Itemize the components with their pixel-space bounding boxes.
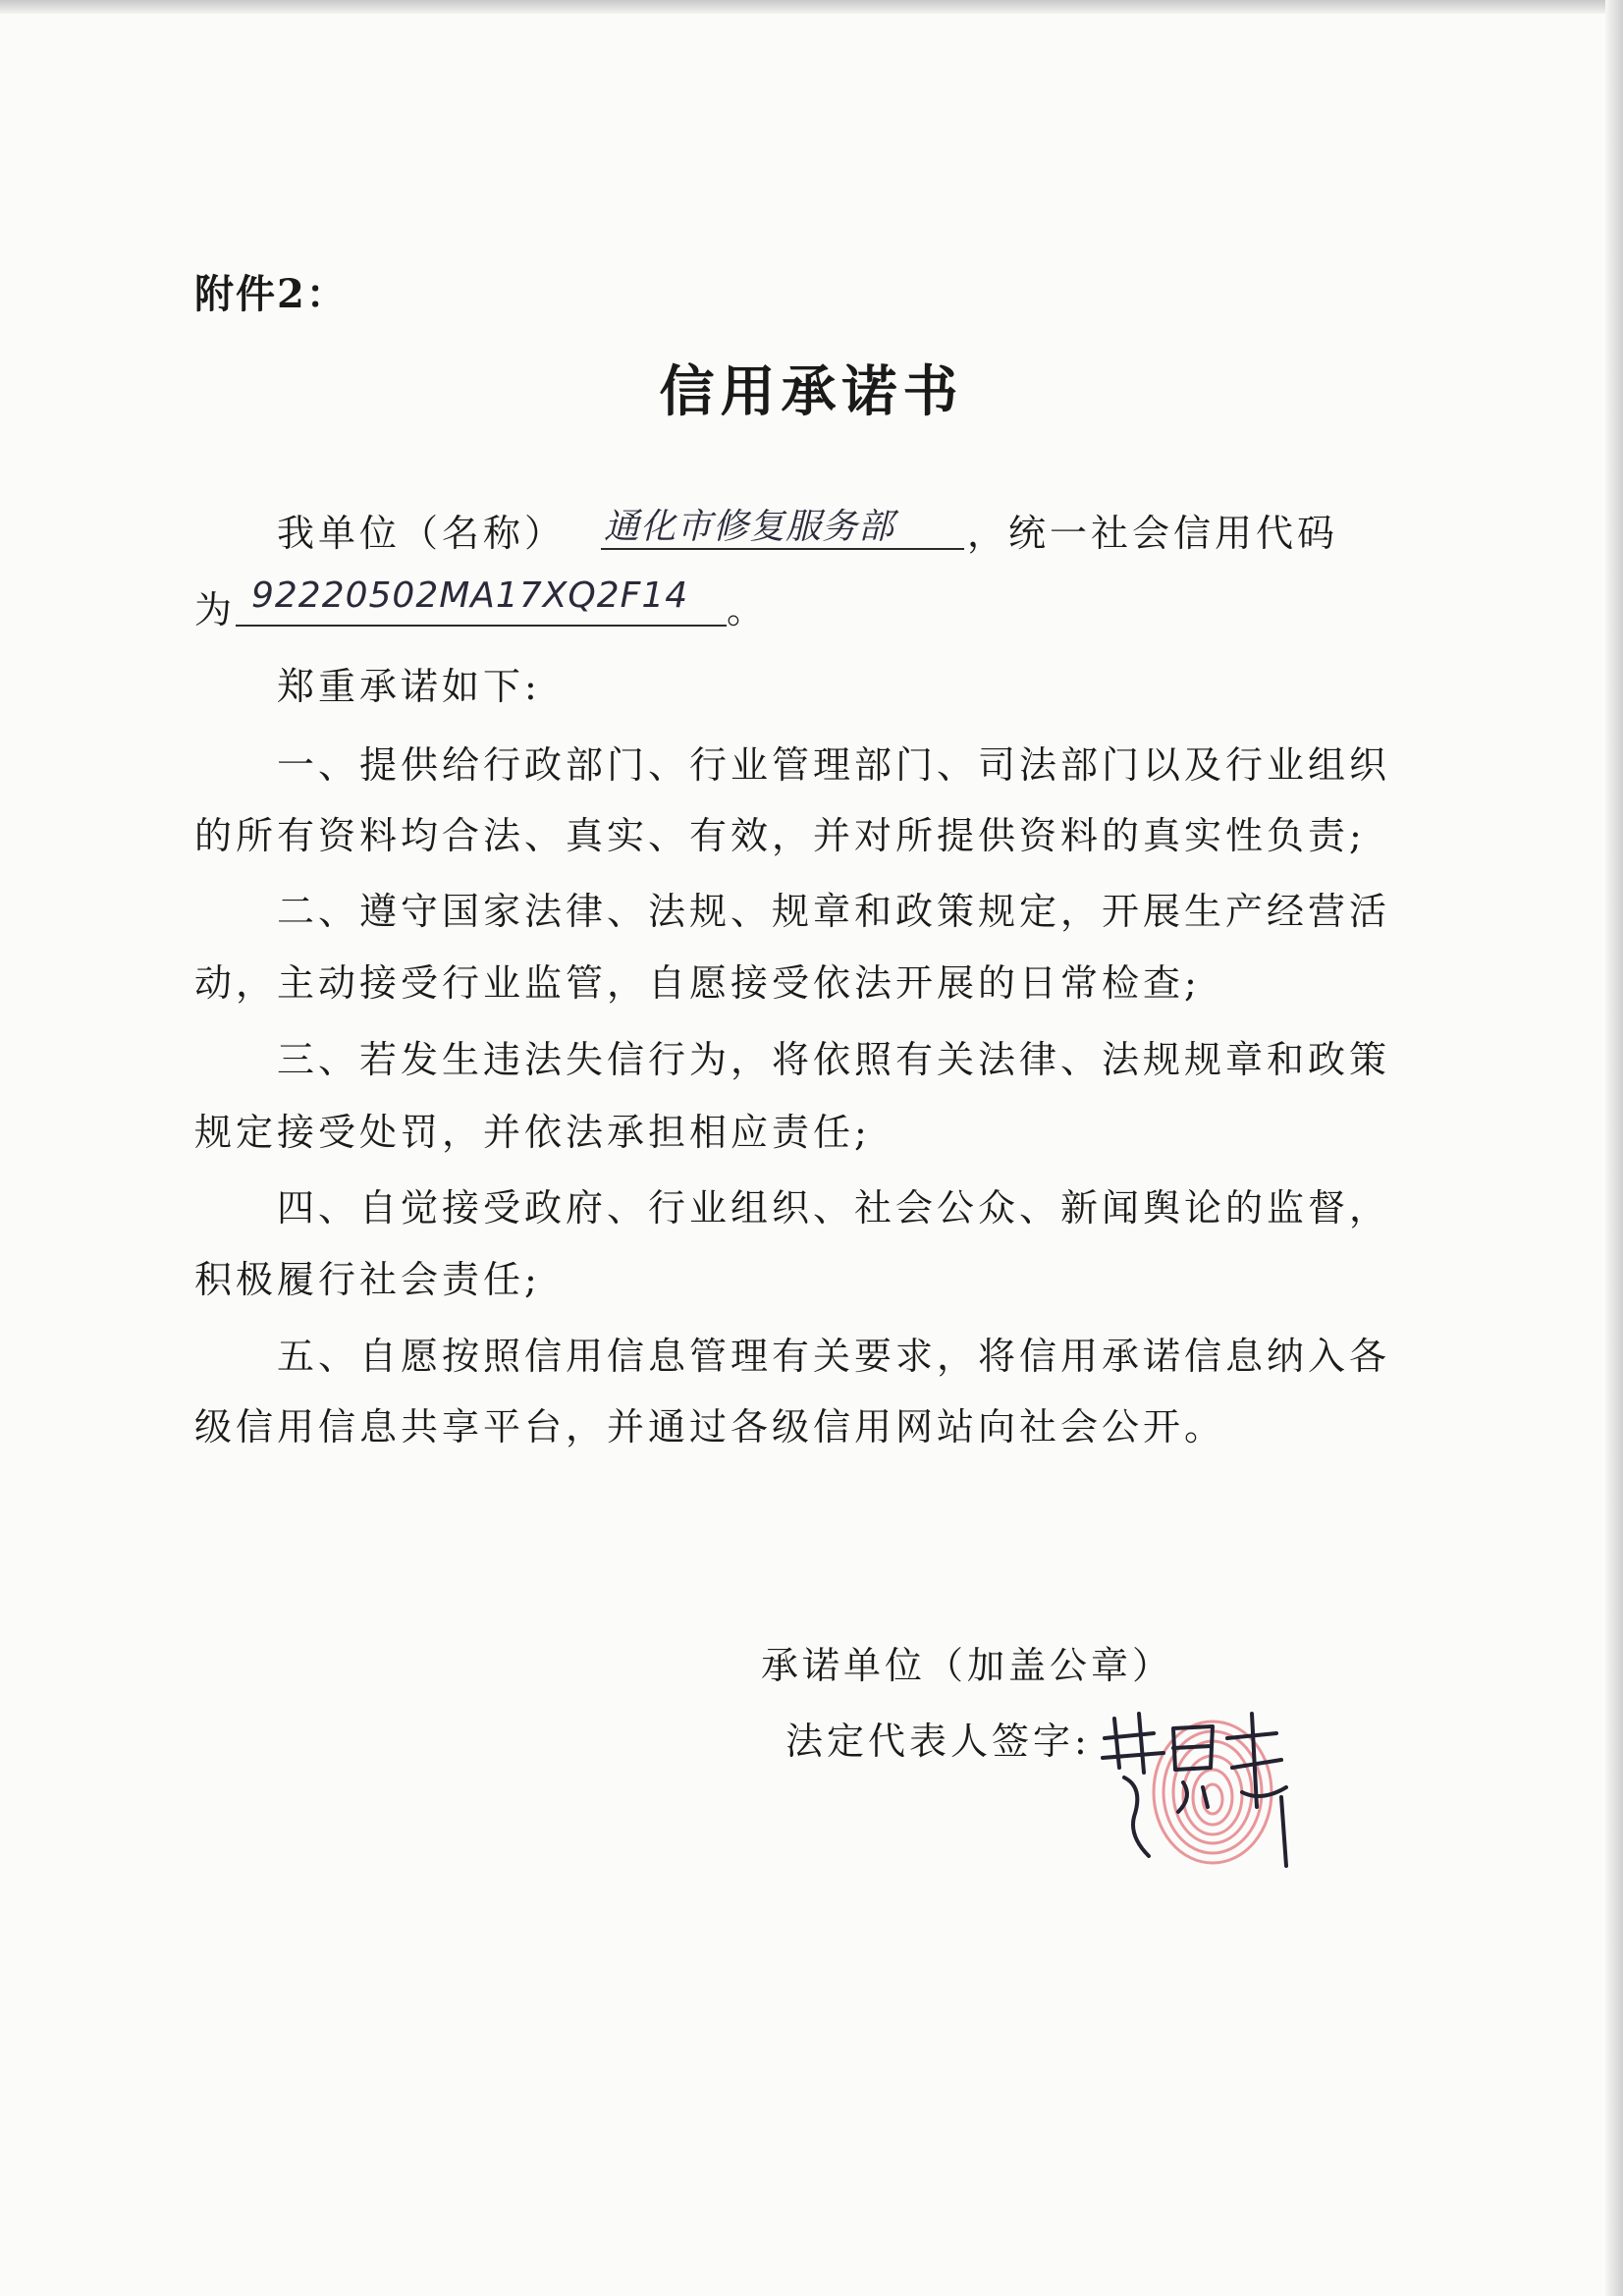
legal-rep-label: 法定代表人签字: (785, 1720, 1091, 1763)
item-4-line1: 四、自觉接受政府、行业组织、社会公众、新闻舆论的监督， (277, 1186, 1391, 1230)
code-prefix: 为 (194, 588, 237, 631)
code-suffix: 。 (727, 588, 769, 631)
unit-name-underline (601, 548, 964, 550)
item-4-line2: 积极履行社会责任; (194, 1258, 541, 1301)
item-2-line2: 动，主动接受行业监管，自愿接受依法开展的日常检查; (194, 961, 1201, 1005)
credit-code-handwritten: 92220502MA17XQ2F14 (251, 575, 689, 616)
item-1-line2: 的所有资料均合法、真实、有效，并对所提供资料的真实性负责; (194, 814, 1366, 857)
pledge-intro: 郑重承诺如下: (277, 665, 541, 708)
scan-edge-top (0, 0, 1623, 14)
item-5-line2: 级信用信息共享平台，并通过各级信用网站向社会公开。 (194, 1405, 1226, 1449)
item-3-line1: 三、若发生违法失信行为，将依照有关法律、法规规章和政策 (277, 1038, 1391, 1081)
intro-suffix: ，统一社会信用代码 (967, 512, 1339, 555)
item-3-line2: 规定接受处罚，并依法承担相应责任; (194, 1111, 871, 1154)
intro-prefix: 我单位（名称） (277, 512, 567, 555)
item-1-line1: 一、提供给行政部门、行业管理部门、司法部门以及行业组织 (277, 743, 1391, 787)
unit-name-handwritten: 通化市修复服务部 (604, 507, 895, 547)
document-title: 信用承诺书 (659, 359, 964, 424)
scan-edge-right (1605, 0, 1623, 2296)
item-2-line1: 二、遵守国家法律、法规、规章和政策规定，开展生产经营活 (277, 890, 1391, 933)
handwritten-signature (1095, 1699, 1301, 1876)
item-5-line1: 五、自愿按照信用信息管理有关要求，将信用承诺信息纳入各 (277, 1335, 1391, 1378)
credit-code-underline (236, 625, 727, 627)
attachment-label: 附件2： (194, 271, 348, 317)
signing-unit-label: 承诺单位（加盖公章） (761, 1644, 1174, 1687)
